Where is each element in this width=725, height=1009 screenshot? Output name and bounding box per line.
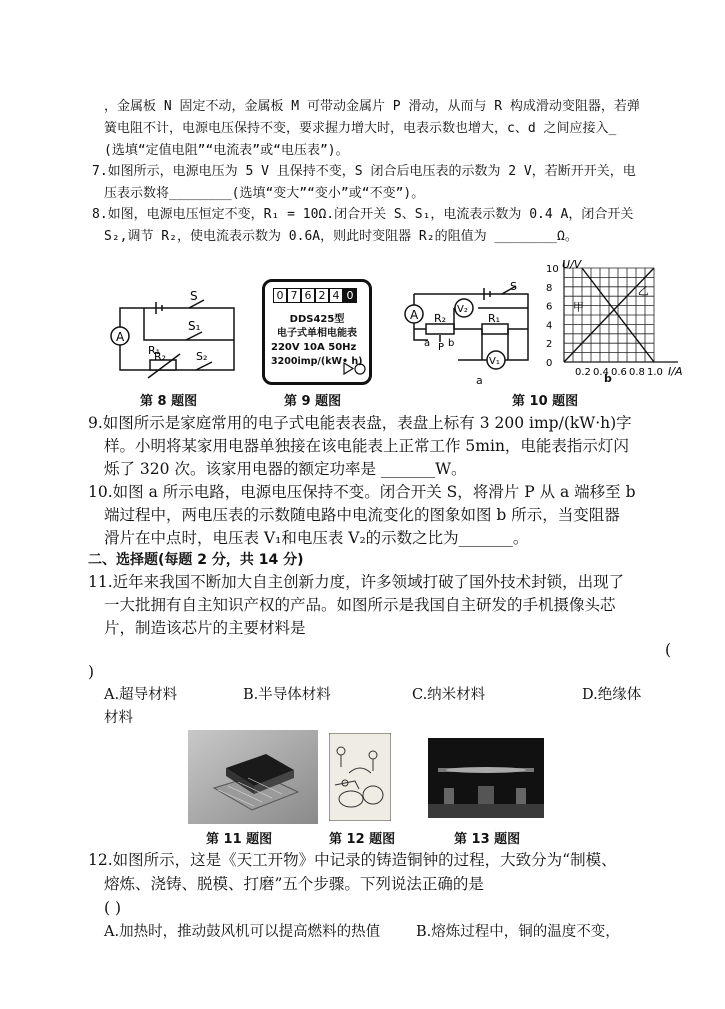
- q7-line2: 压表示数将________(选填“变大”“变小”或“不变”)。: [104, 186, 425, 201]
- q11-paren-close: ): [88, 663, 95, 681]
- q8-line2: S₂,调节 R₂，使电流表示数为 0.6A，则此时变阻器 R₂的阻值为 ________Ω。: [104, 229, 578, 244]
- q11-option-a: A.超导材料: [104, 687, 178, 703]
- q7-line1: 7.如图所示，电源电压为 5 V 且保持不变，S 闭合后电压表的示数为 2 V，若断开开关，电: [92, 164, 636, 179]
- meter-digit: 7: [287, 288, 301, 303]
- figure-10b-sublabel: b: [604, 372, 612, 385]
- ammeter-label: A: [410, 308, 419, 322]
- series-yi-label: 乙: [637, 284, 649, 298]
- figure-10b-graph: [540, 256, 690, 388]
- x-axis-label: I/A: [668, 365, 683, 378]
- section-2-heading: 二、选择题(每题 2 分，共 14 分): [88, 552, 304, 568]
- q12-option-b: B.熔炼过程中，铜的温度不变，: [416, 924, 620, 940]
- meter-digit: 6: [301, 288, 315, 303]
- r1-label: R₁: [488, 312, 501, 325]
- q9-line2: 样。小明将某家用电器单独接在该电能表上正常工作 5min，电能表指示灯闪: [104, 437, 629, 455]
- r2-label: R₂: [434, 312, 447, 325]
- x-tick-label: 0.4: [593, 367, 609, 378]
- figure-10-caption: 第 10 题图: [512, 394, 579, 409]
- q6-line2: 簧电阻不计，电源电压保持不变，要求握力增大时，电表示数也增大，c、d 之间应接入_: [104, 121, 617, 136]
- meter-digit: 4: [329, 288, 343, 303]
- q12-paren: ( ): [104, 899, 122, 917]
- figure-12-illustration: [329, 733, 391, 821]
- q10-line1: 10.如图 a 所示电路，电源电压保持不变。闭合开关 S，将滑片 P 从 a 端移至 b: [88, 483, 636, 501]
- switch-s2-label: S₂: [196, 350, 208, 363]
- meter-name: 电子式单相电能表: [277, 328, 357, 339]
- switch-s1-label: S₁: [188, 319, 201, 333]
- q11-paren-open: (: [665, 641, 672, 659]
- figure-10a-sublabel: a: [476, 374, 483, 387]
- ammeter-a: [405, 305, 423, 323]
- q11-line1: 11.近年来我国不断加大自主创新力度，许多领域打破了国外技术封锁，出现了: [88, 573, 625, 591]
- voltmeter-v1: [487, 351, 505, 369]
- v1-label: V₁: [489, 356, 500, 367]
- y-tick-label: 2: [546, 339, 553, 351]
- figure-11-chip-image: [188, 730, 318, 824]
- q11-option-c: C.纳米材料: [412, 687, 486, 703]
- series-jia-label: 甲: [573, 300, 584, 314]
- figure-8-caption: 第 8 题图: [140, 394, 198, 409]
- indicator-light-icon: [343, 362, 367, 376]
- figure-12-caption: 第 12 题图: [329, 832, 396, 847]
- y-tick-label: 6: [546, 301, 553, 313]
- meter-digit: 0: [343, 288, 357, 303]
- figure-13-caption: 第 13 题图: [454, 832, 521, 847]
- q11-option-d: D.绝缘体: [582, 687, 642, 703]
- ammeter-a: [111, 327, 129, 345]
- y-axis-label: U/V: [562, 258, 582, 271]
- q6-line3: (选填“定值电阻”“电流表”或“电压表”)。: [104, 143, 349, 158]
- y-tick-label: 4: [546, 320, 553, 332]
- meter-spec1: 220V 10A 50Hz: [271, 342, 357, 353]
- y-tick-label: 8: [546, 282, 553, 294]
- v2-label: V₂: [457, 304, 468, 315]
- end-b-label: b: [448, 338, 455, 349]
- x-tick-label: 1.0: [647, 367, 663, 378]
- switch-s-label: S: [510, 280, 517, 293]
- q12-line1: 12.如图所示，这是《天工开物》中记录的铸造铜钟的过程，大致分为“制模、: [88, 851, 617, 869]
- meter-digit: 0: [273, 288, 287, 303]
- figure-9-meter: [262, 279, 372, 385]
- y-tick-label: 10: [546, 264, 559, 275]
- end-a-label: a: [424, 338, 431, 349]
- ammeter-label: A: [116, 330, 125, 344]
- q10-line2: 端过程中，两电压表的示数随电路中电流变化的图象如图 b 所示，当变阻器: [104, 506, 620, 524]
- switch-s-label: S: [190, 290, 198, 303]
- slider-p-label: P: [438, 342, 445, 353]
- figure-8-circuit: [104, 290, 244, 380]
- q10-line3: 滑片在中点时，电压表 V₁和电压表 V₂的示数之比为_______。: [104, 529, 529, 547]
- q6-line1: ，金属板 N 固定不动，金属板 M 可带动金属片 P 滑动，从而与 R 构成滑动变阻器，若弹: [104, 99, 640, 114]
- x-tick-label: 0.6: [611, 367, 627, 378]
- q9-line1: 9.如图所示是家庭常用的电子式电能表表盘，表盘上标有 3 200 imp/(kW·h)字: [88, 414, 632, 432]
- y-tick-label: 0: [546, 358, 553, 369]
- figure-11-caption: 第 11 题图: [206, 832, 273, 847]
- meter-digit: 2: [315, 288, 329, 303]
- q11-line2: 一大批拥有自主知识产权的产品。如图所示是我国自主研发的手机摄像头芯: [104, 596, 616, 614]
- figure-9-caption: 第 9 题图: [284, 394, 342, 409]
- x-tick-label: 0.2: [575, 367, 591, 378]
- q11-line3: 片，制造该芯片的主要材料是: [104, 619, 306, 637]
- q8-line1: 8.如图，电源电压恒定不变，R₁ = 10Ω.闭合开关 S、S₁，电流表示数为 0.4 A，闭合开关: [92, 207, 634, 222]
- q12-line2: 熔炼、浇铸、脱模、打磨”五个步骤。下列说法正确的是: [104, 875, 484, 893]
- q11-option-d-cont: 材料: [104, 710, 133, 726]
- figure-10a-circuit: [398, 280, 538, 380]
- voltmeter-v2: [455, 299, 473, 317]
- q12-option-a: A.加热时，推动鼓风机可以提高燃料的热值: [104, 924, 381, 940]
- r1-label: R₁: [148, 344, 161, 357]
- meter-model: DDS425型: [289, 314, 345, 325]
- x-tick-label: 0.8: [629, 367, 645, 378]
- meter-spec2: 3200imp/(kW• h): [271, 356, 363, 367]
- meter-digits: [273, 288, 357, 303]
- r2-label: R₂: [154, 350, 167, 363]
- q9-line3: 烁了 320 次。该家用电器的额定功率是 _______W。: [104, 460, 467, 478]
- figure-13-photo: [428, 738, 544, 818]
- q11-option-b: B.半导体材料: [243, 687, 331, 703]
